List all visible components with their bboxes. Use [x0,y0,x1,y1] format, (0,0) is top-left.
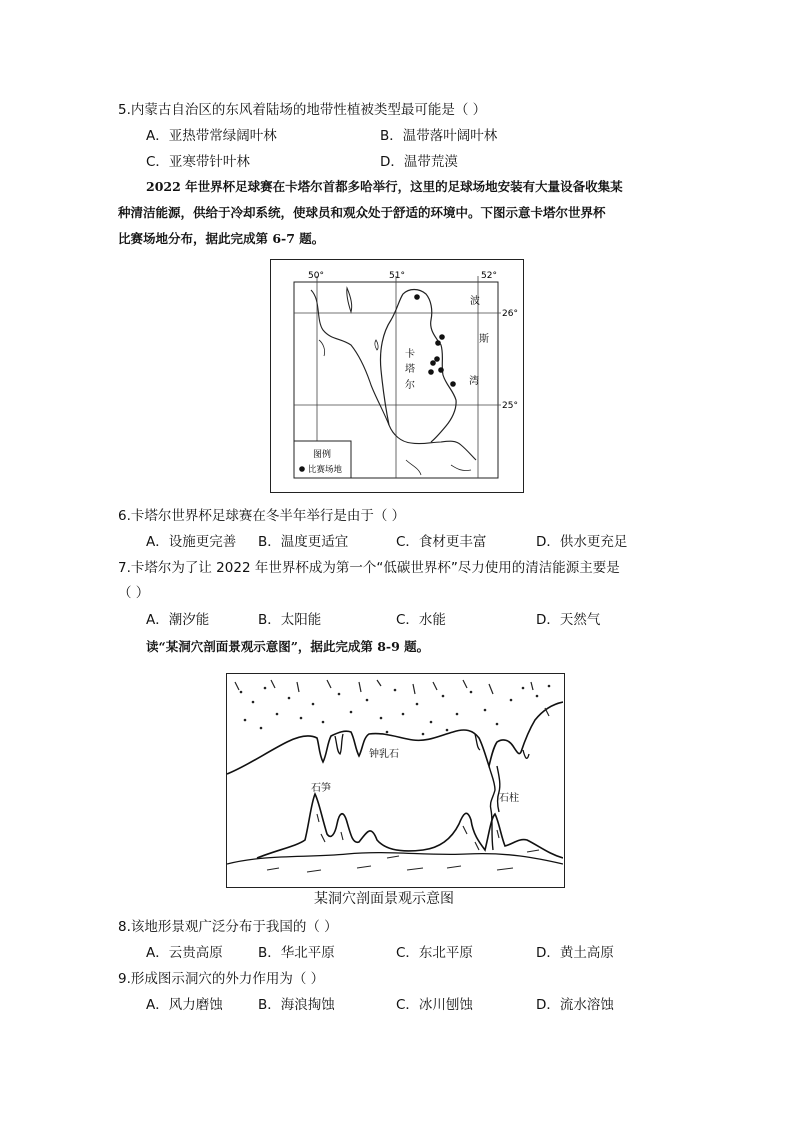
q9-option-c: C．冰川刨蚀 [396,997,473,1013]
q9-option-b: B．海浪掏蚀 [258,997,335,1013]
stadium-marker [450,381,456,387]
q7-paren: （ ） [118,585,150,601]
q7-option-c: C．水能 [396,612,446,628]
q8-stem: 8.该地形景观广泛分布于我国的（ ） [118,919,338,935]
label-stalagmite: 石笋 [311,783,331,794]
q7-option-b: B．太阳能 [258,612,322,628]
coast-detail-2 [451,465,471,471]
stadium-marker [438,367,444,373]
q7-stem: 7.卡塔尔为了让 2022 年世界杯成为第一个“低碳世界杯”尽力使用的清洁能源主要是 [118,560,620,576]
stadium-marker [439,334,445,340]
stadium-marker [435,340,441,346]
q5-option-c: C．亚寒带针叶林 [146,154,250,170]
q6-option-a: A．设施更完善 [146,534,237,550]
lon-52-label: 52° [481,271,497,281]
coast-detail [319,340,325,356]
lon-50-label: 50° [308,271,324,281]
q5-option-b: B．温带落叶阔叶林 [380,128,498,144]
q6-option-d: D．供水更充足 [536,534,628,550]
stone-pillar [489,766,495,850]
rock-strokes [235,680,549,716]
country-label-3: 尔 [405,380,415,391]
q9-stem: 9.形成图示洞穴的外力作用为（ ） [118,971,325,987]
sea-label-3: 湾 [469,376,479,387]
qatar-map [271,260,522,491]
cave-floor [227,853,563,864]
coast-detail-3 [406,460,421,475]
lon-51-label: 51° [389,271,405,281]
stadium-marker [428,369,434,375]
cave-figure [226,673,565,888]
passage1-line2: 种清洁能源，供给于冷却系统，使球员和观众处于舒适的环境中。下图示意卡塔尔世界杯 [118,205,606,220]
q5-option-d: D．温带荒漠 [380,154,458,170]
stadium-markers [414,294,456,387]
legend-item: 比赛场地 [308,465,343,475]
q6-option-b: B．温度更适宜 [258,534,349,550]
stadium-marker [434,356,440,362]
country-label-1: 卡 [405,349,415,360]
sea-label-2: 斯 [479,334,489,345]
cave-diagram [227,674,563,886]
small-island [375,340,378,350]
q8-option-c: C．东北平原 [396,945,473,961]
lat-25-label: 25° [502,401,518,411]
q9-option-a: A．风力磨蚀 [146,997,223,1013]
q8-option-a: A．云贵高原 [146,945,223,961]
q7-option-d: D．天然气 [536,612,601,628]
stalactite-drip [335,734,343,754]
label-stalactite: 钟乳石 [369,749,399,760]
sea-label-1: 波 [470,296,480,307]
label-pillar: 石柱 [499,793,519,804]
passage1-line3: 比赛场地分布，据此完成第 6-7 题。 [118,231,325,246]
cave-caption: 某洞穴剖面景观示意图 [314,891,454,907]
legend-dot-icon [299,466,305,472]
lat-26-label: 26° [502,309,518,319]
q8-option-b: B．华北平原 [258,945,335,961]
qatar-peninsula-coast [380,290,456,443]
rock-texture [240,685,551,736]
q6-stem: 6.卡塔尔世界杯足球赛在冬半年举行是由于（ ） [118,508,406,524]
stadium-marker [430,360,436,366]
q5-stem: 5.内蒙古自治区的东风着陆场的地带性植被类型最可能是（ ） [118,102,487,118]
q5-option-a: A．亚热带常绿阔叶林 [146,128,277,144]
country-label-2: 塔 [405,364,415,375]
passage2-line1: 读“某洞穴剖面景观示意图”，据此完成第 8-9 题。 [146,639,430,654]
qatar-map-figure [270,259,524,493]
q9-option-d: D．流水溶蚀 [536,997,614,1013]
q8-option-d: D．黄土高原 [536,945,614,961]
passage1-line1: 2022 年世界杯足球赛在卡塔尔首都多哈举行，这里的足球场地安装有大量设备收集某 [146,179,623,194]
legend-title: 图例 [313,450,332,460]
q7-option-a: A．潮汐能 [146,612,210,628]
stalactite-drip [523,750,529,758]
bahrain-island [347,288,352,312]
q6-option-c: C．食材更丰富 [396,534,487,550]
stadium-marker [414,294,420,300]
stone-pillar-edge [497,766,500,812]
